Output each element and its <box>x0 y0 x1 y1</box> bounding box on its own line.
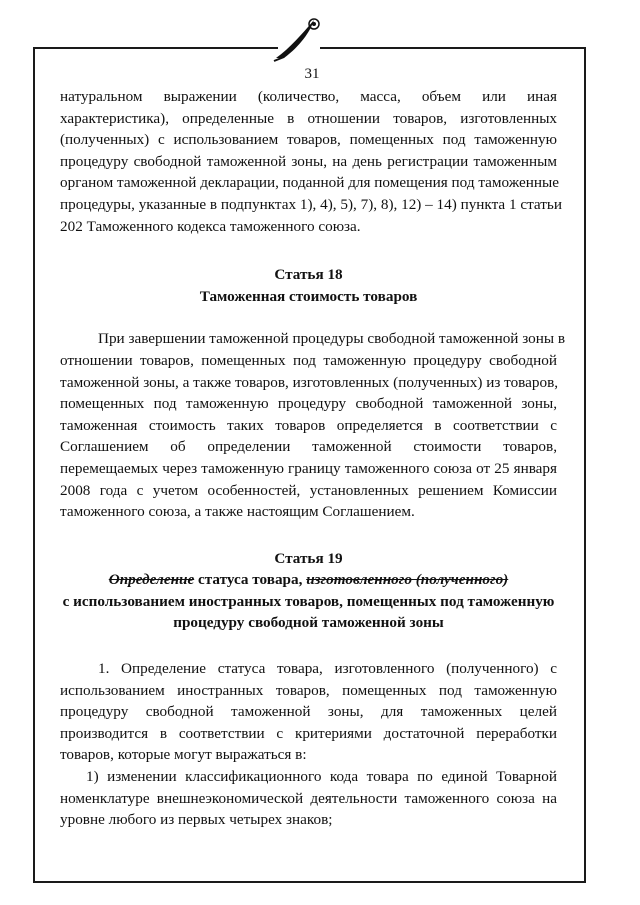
article-19-title-line-1 <box>60 569 557 591</box>
text-line: процедуру свободной таможенной зоны, на день регистрации таможенным <box>60 152 557 170</box>
text-line: органом таможенной декларации, поданной для помещения под таможенные <box>60 174 559 192</box>
title-text: статуса товара, <box>197 571 303 589</box>
text-line: При завершении таможенной процедуры свободной таможенной зоны в <box>98 330 566 348</box>
text-line: помещенных под таможенную процедуру свободной таможенной зоны, <box>60 395 557 413</box>
quill-emblem-icon <box>270 14 326 66</box>
text-line: процедуры, указанные в подпунктах 1), 4), 5), 7), 8), 12) – 14) пункта 1 статьи <box>60 195 562 213</box>
article-18-number: Статья 18 <box>274 266 343 284</box>
text-line: таможенная стоимость таких товаров определяется в соответствии с <box>60 416 557 434</box>
article-19-title-line-3: процедуру свободной таможенной зоны <box>173 614 444 632</box>
text-line: таможенного союза, а также настоящим Соглашением. <box>60 503 415 521</box>
struck-words: изготовленного (полученного) <box>306 571 509 589</box>
text-line: Соглашением об определении таможенной стоимости товаров, <box>60 438 557 456</box>
article-19-paragraph-1 <box>60 658 557 766</box>
text-line: 2008 года с учетом особенностей, установленных решением Комиссии <box>60 481 557 499</box>
text-line: 1) изменении классификационного кода товара по единой Товарной <box>86 768 557 786</box>
text-line: характеристика), определенные в отношении товаров, изготовленных <box>60 109 557 127</box>
article-18-paragraph <box>60 328 566 522</box>
text-line: уровне любого из первых четырех знаков; <box>60 811 333 829</box>
article-18-title: Таможенная стоимость товаров <box>199 287 418 305</box>
text-line: 1. Определение статуса товара, изготовленного (полученного) с <box>98 660 557 678</box>
struck-word: Определение <box>108 571 195 589</box>
intro-paragraph <box>60 86 562 237</box>
text-line: перемещаемых через таможенную границу таможенного союза от 25 января <box>60 459 557 477</box>
text-line: (полученных) с использованием товаров, помещенных под таможенную <box>60 131 557 149</box>
text-line: производится в соответствии с критериями достаточной переработки <box>60 724 557 742</box>
text-line: 202 Таможенного кодекса таможенного союза. <box>60 217 361 235</box>
article-19-list-item-1 <box>60 766 557 831</box>
text-line: номенклатуре внешнеэкономической деятельности таможенного союза на <box>60 789 557 807</box>
page-number: 31 <box>304 66 320 82</box>
text-line: товаров, которые могут выражаться в: <box>60 746 307 764</box>
document-body <box>60 86 566 831</box>
article-19-number: Статья 19 <box>274 549 343 567</box>
text-line: использованием иностранных товаров, помещенных под таможенную <box>60 681 557 699</box>
text-line: процедуру свободной таможенной зоны, для таможенных целей <box>60 703 557 721</box>
text-line: отношении товаров, помещенных под таможенную процедуру свободной <box>60 351 557 369</box>
text-line: таможенной зоны, а также товаров, изготовленных (полученных) из товаров, <box>60 373 559 391</box>
article-19-title-line-2: с использованием иностранных товаров, помещенных под таможенную <box>62 592 555 610</box>
text-line: натуральном выражении (количество, масса, объем или иная <box>60 88 557 105</box>
